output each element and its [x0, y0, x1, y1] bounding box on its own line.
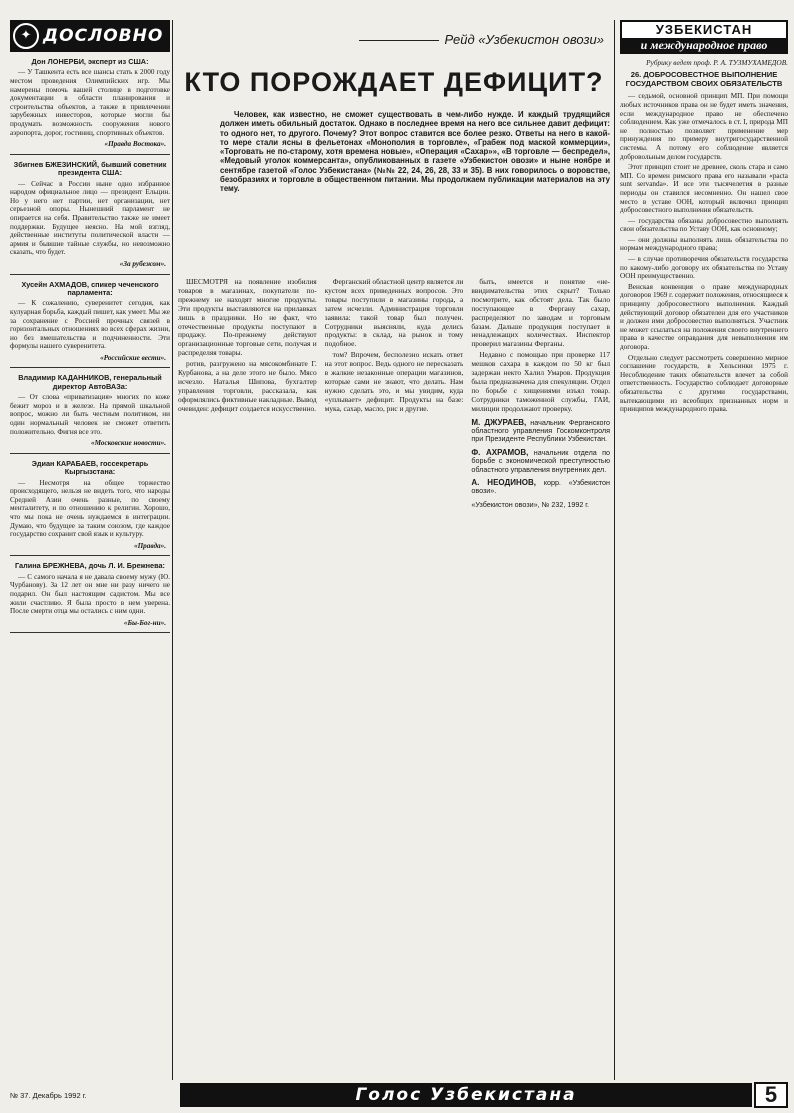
- divider: [10, 555, 170, 556]
- paragraph: Отдельно следует рассмотреть совершенно мирное соглашение государств, в Хельсинки 1975 г. Несоблюдение таких обязательств влечет за собой ответственность. Государство соблюдает договорные обязательства с другими государствами, вытекающими из всеобщих признанных норм и принципов международного права.: [620, 353, 788, 414]
- quote-source: «Правда».: [134, 541, 166, 550]
- emblem-icon: ✦: [13, 23, 39, 49]
- article-column: [325, 278, 464, 968]
- quotes-column: [10, 20, 170, 1080]
- quote-source: «За рубежом».: [119, 259, 166, 268]
- paragraph: Этот принцип стоит не древнее, сколь стара и само МП. Со времен римского права его называли «pacta sunt servanda». И все эти тысячелетия в разные периоды он ставился несомненно. Он нашел свое место в уставе ООН, который включил принцип добросовестного выполнения обязательств.: [620, 163, 788, 215]
- paragraph: Недавно с помощью при проверке 117 мешков сахара в каждом по 50 кг был задержан некто Халил Умаров. Продукция была предназначена для спекуляции. Отдел по борьбе с хищениями изъял товар. Сотрудники таможенной службы, ГАИ, милиции продолжают проверку.: [471, 350, 610, 413]
- quote-item: [10, 562, 170, 633]
- quote-author: Хусейн АХМАДОВ, спикер чеченского парламента:: [21, 279, 159, 297]
- law-article-title: 26. ДОБРОСОВЕСТНОЕ ВЫПОЛНЕНИЕ ГОСУДАРСТВОМ СВОИХ ОБЯЗАТЕЛЬСТВ: [625, 69, 783, 88]
- doslovno-masthead: [10, 20, 170, 52]
- law-article-body: [620, 92, 788, 413]
- paragraph: — седьмой, основной принцип МП. При помощи любых источников права он не будет иметь значения, если международное право не обеспечено соблюдением. Как уже отмечалось в ст. I, природа МП не полностью позволяет применение мер принуждения по примеру внутригосударственной системы. А потому его соблюдение является добровольным делом государств.: [620, 92, 788, 161]
- divider: [10, 632, 170, 633]
- paragraph: ротив, разгружено на мясокомбинате Г. Курбанова, а на деле этого не было. Мясо исчезло. Наталья Шипова, бухгалтер управления торговли, рассказала, как оформлялись фиктивные накладные. Вывод очевиден: дефицит создается искусственно.: [178, 359, 317, 413]
- signature: [471, 419, 610, 444]
- quote-text: — Несмотря на общее торжество происходящего, нельзя не видеть того, что народы Средней Азии очень разные, по своему менталитету, и по отношению к религии. Хорошо, что мы пока не очень нуждаемся в интеграции. Думаю, что будущее за таким союзом, где каждое государство сохранит свой язык и культуру.: [10, 478, 170, 539]
- newspaper-title: Голос Узбекистана: [180, 1083, 752, 1107]
- quote-text: — От слова «приватизация» многих по коже бежит мороз и в железе. На прямой шкальной вопрос, можно ли быть честным политиком, ни один нормальный человек не сможет ответить положительно. Фигня все это.: [10, 393, 170, 436]
- quote-item: [10, 281, 170, 369]
- page-number: 5: [754, 1082, 788, 1108]
- article-headline: КТО ПОРОЖДАЕТ ДЕФИЦИТ?: [184, 67, 604, 97]
- quote-author: Владимир КАДАННИКОВ, генеральный директор АвтоВАЗа:: [18, 373, 162, 391]
- column-rule-right: [614, 20, 615, 1080]
- quote-item: [10, 161, 170, 275]
- quote-source: «Бы-Бог-ни».: [123, 618, 166, 627]
- lead-margin: [178, 110, 210, 270]
- article-column: [471, 278, 610, 968]
- rubric-note: Рубрику ведет проф. Р. А. ТУЗМУХАМЕДОВ.: [646, 58, 788, 68]
- quote-item: [10, 58, 170, 155]
- article-column: [178, 278, 317, 968]
- signature-name: Ф. АХРАМОВ,: [471, 447, 529, 457]
- quote-source: «Московские новости».: [90, 439, 166, 448]
- quote-item: [10, 374, 170, 453]
- article-rubric: Рейд «Узбекистон овози»: [178, 20, 610, 47]
- divider: [10, 453, 170, 454]
- paragraph: Венская конвенция о праве международных договоров 1969 г. содержит положения, относящиеся к принципу добросовестного выполнения. Каждый действующий договор обязателен для его участников и должен ими добросовестно выполняться. Участник не может ссылаться на положения своего внутреннего права в качестве оправдания для невыполнения им договора.: [620, 282, 788, 351]
- signature: [471, 449, 610, 474]
- paragraph: Ферганский областной центр является ли кустом всех приведенных вопросов. Это товары поступили в магазины города, а затем исчезли. Администрация торговли заявила: такой товар был получен. Сотрудники выясняли, куда делись продукты: в склад, на рынок и тому подобное.: [324, 278, 464, 349]
- quote-item: [10, 460, 170, 557]
- signature: [471, 501, 610, 509]
- quote-author: Эдиан КАРАБАЕВ, госсекретарь Кыргызстана:: [31, 458, 149, 477]
- quote-author: Галина БРЕЖНЕВА, дочь Л. И. Брежнева:: [15, 561, 165, 571]
- article-columns: [178, 278, 610, 968]
- paragraph: — они должны выполнять лишь обязательства по нормам международного права;: [620, 235, 788, 253]
- article-lead: Человек, как известно, не сможет существовать в чем-либо нужде. И каждый трудящийся должен иметь обильный достаток. Однако в последнее время на него все сильнее давит дефицит: то одного нет, то другого. Почему? Этот вопрос ставится все более резко. Ответы на него в какой-то мере стали ясны в фельетонах «Монополия в торговле», «Грабеж под маской коммерции», «Торговать не по-старому, хотя времена новые», «Операция «Сахар»», «В торговле — беспредел», «Медовый уголок коммерсанта», опубликованных в газете «Узбекистон овози» и ныне ноябре и сентябре газетой «Голос Узбекистана» (№№ 22, 24, 26, 28, 33 и 35). В них говорилось о воровстве, безобразиях и торговле в общественном питании. Мы продолжаем публикации материалов на эту тему.: [220, 110, 610, 194]
- law-masthead: [620, 20, 788, 54]
- page-footer: [10, 1082, 788, 1108]
- column-rule-left: [172, 20, 173, 1080]
- paragraph: том? Впрочем, бесполезно искать ответ на этот вопрос. Ведь одного не пересказать в жалкие незаконные операции магазинов, которые сами не знают, что делать. Нам нужно сделать это, и мы увидим, куда «уплывает» дефицит. Продукты на базе: мука, сахар, масло, рис и другие.: [324, 350, 464, 413]
- paragraph: — в случае противоречия обязательств государства по какому-либо договору их обязательства по Уставу ООН преимущественно.: [620, 255, 788, 281]
- section-title: ДОСЛОВНО: [43, 25, 164, 46]
- signature-role: корр. «Узбекистон овози».: [471, 478, 610, 496]
- issue-info: № 37. Декабрь 1992 г.: [10, 1090, 87, 1100]
- quote-author: Збигнев БЖЕЗИНСКИЙ, бывший советник президента США:: [13, 159, 167, 178]
- paragraph: ШЕСМОТРЯ на появление изобилия товаров в магазинах, покупатели по-прежнему не находят многие продукты. Эти продукты выставляются на прилавках лишь в праздники. Но не факт, что отечественные продукты поступают в продажу. По-прежнему действуют организационные торговые сети, получая и распределяя товары.: [178, 278, 317, 358]
- lead-block: [178, 110, 610, 270]
- law-masthead-bottom: и международное право: [622, 38, 786, 53]
- signature-role: начальник Ферганского областного управления Госкомконтроля при Президенте Республики Узбекистан.: [471, 417, 610, 444]
- quote-text: — С самого начала я не давала своему мужу (Ю. Чурбанову). За 12 лет он мне ни разу ничего не подарил. Он был настоящим садистом. Мы все жили счастливо. Я была просто в нем уверена. После смерти отца мы остались с ним одни.: [10, 572, 170, 616]
- signatures: [471, 419, 610, 510]
- quote-text: — Сейчас в России ныне одно избранное народом официальное лицо — президент Ельцин. Но у него нет партии, нет организации, нет серьезной опоры. Нынешний парламент не опирается на себя. Правительство также не имеет поддержки. Будущее неясно. На мой взгляд, действенные институты политической власти — армия и бывшие тайные службы, но невозможно сказать, что будет.: [10, 179, 170, 257]
- quotes-list: [10, 58, 170, 633]
- quote-source: «Правда Востока».: [104, 140, 166, 149]
- divider: [10, 367, 170, 368]
- law-column: [620, 20, 788, 1080]
- law-masthead-top: УЗБЕКИСТАН: [622, 22, 786, 38]
- quote-author: Дон ЛОНЕРБИ, эксперт из США:: [31, 57, 149, 66]
- signature: [471, 479, 610, 496]
- quote-text: — К сожалению, суверенитет сегодня, как кулуарная борьба, каждый пишет, как умеет. Мы же за сохранение с Россией прочных связей в горизонтальных отношениях во всех сферах жизни, но без вмешательства и подчиненности. Эти формулы нашего суверенитета.: [10, 299, 170, 351]
- divider: [10, 274, 170, 275]
- quote-source: «Российские вести».: [100, 353, 166, 362]
- paragraph: — государства обязаны добросовестно выполнять свои обязательства по Уставу ООН, как основному;: [620, 216, 788, 234]
- main-article: [178, 20, 610, 1080]
- signature-role: «Узбекистон овози», № 232, 1992 г.: [471, 499, 590, 509]
- signature-name: М. ДЖУРАЕВ,: [471, 417, 527, 427]
- signature-role: начальник отдела по борьбе с экономической преступностью областного управления внутренних дел.: [471, 447, 610, 474]
- signature-name: А. НЕОДИНОВ,: [471, 478, 536, 488]
- divider: [10, 154, 170, 155]
- quote-text: — У Ташкента есть все шансы стать к 2000 году местом проведения Олимпийских игр. Мы намерены помочь вашей столице в подготовке документации в области планирования и строительства объектов, а также в привлечении зарубежных инвесторов, которые могли бы продумать возможность сооружения нового аэропорта, дорог, гостиниц, спортивных объектов.: [10, 68, 170, 137]
- paragraph: быть, имеется и понятие «не-ввидимательства этих скрыт? Только посмотрите, как обстоят дела. Так было поступающее в Фергану сахар, распределяют по заводам и торговым базам. Дальше продукция поступает в ненадлежащих количествах. Инспектор проверил магазины Ферганы.: [471, 278, 610, 349]
